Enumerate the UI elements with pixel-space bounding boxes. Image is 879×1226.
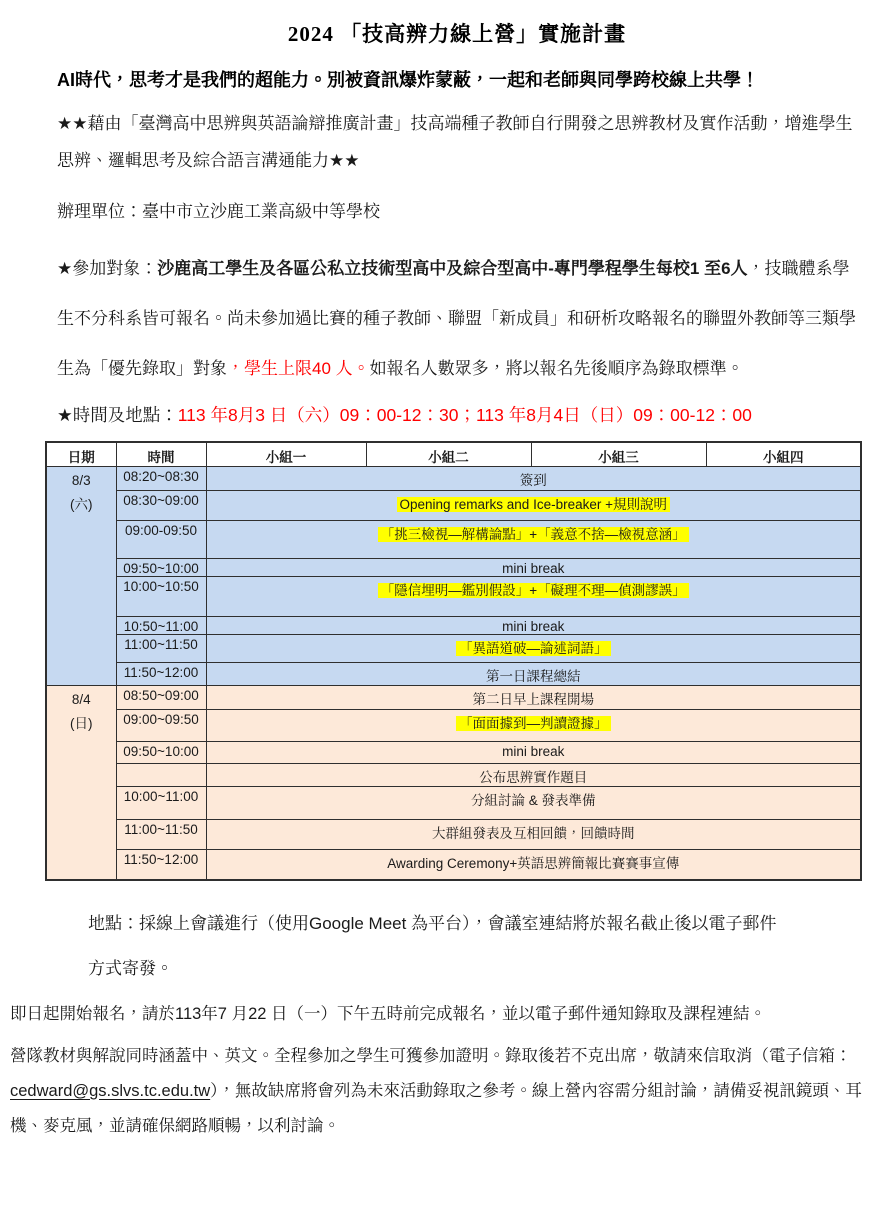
col-header-group1: 小組一 xyxy=(206,442,366,467)
time-cell-empty xyxy=(116,764,206,787)
time-cell: 09:00-09:50 xyxy=(116,521,206,559)
table-row xyxy=(46,787,861,820)
notes-text-pre: 營隊教材與解說同時涵蓋中、英文。全程參加之學生可獲參加證明。錄取後若不克出席，敬請來信取消（電子信箱： xyxy=(10,1046,852,1065)
day1-date-cell xyxy=(46,467,116,686)
contact-email-link[interactable]: cedward@gs.slvs.tc.edu.tw xyxy=(10,1081,211,1100)
activity-text-highlighted: Opening remarks and Ice-breaker +規則說明 xyxy=(397,497,670,512)
table-row xyxy=(46,617,861,635)
intro-section xyxy=(0,18,879,427)
activity-cell xyxy=(206,710,861,742)
activity-cell xyxy=(206,521,861,559)
table-row xyxy=(46,467,861,491)
activity-text: 第二日早上課程開場 xyxy=(472,692,594,707)
table-row xyxy=(46,577,861,617)
notes-paragraph xyxy=(10,1039,869,1144)
activity-cell xyxy=(206,491,861,521)
activity-cell xyxy=(206,467,861,491)
activity-cell xyxy=(206,742,861,764)
activity-text: 第一日課程總結 xyxy=(486,669,581,684)
activity-cell xyxy=(206,577,861,617)
time-cell: 11:00~11:50 xyxy=(116,635,206,663)
table-row xyxy=(46,663,861,686)
table-row xyxy=(46,850,861,880)
activity-text: mini break xyxy=(502,561,565,576)
notes-text-post: ），無故缺席將會列為未來活動錄取之參考。線上營內容需分組討論，請備妥視訊鏡頭、耳機、麥克風，並請確保網路順暢，以利討論。 xyxy=(10,1081,862,1135)
time-cell: 10:50~11:00 xyxy=(116,617,206,635)
activity-text: mini break xyxy=(502,619,565,634)
col-header-date: 日期 xyxy=(46,442,116,467)
table-row xyxy=(46,820,861,850)
time-cell: 08:30~09:00 xyxy=(116,491,206,521)
day1-weekday: (六) xyxy=(70,497,93,512)
participants-text-2: 如報名人數眾多，將以報名先後順序為錄取標準。 xyxy=(369,359,744,378)
day1-date: 8/3 xyxy=(71,473,91,488)
time-place-label: ★時間及地點： xyxy=(57,405,178,425)
activity-cell xyxy=(206,559,861,577)
col-header-group3: 小組三 xyxy=(531,442,706,467)
location-paragraph: 地點：採線上會議進行（使用Google Meet 為平台），會議室連結將於報名截止後以電子郵件方式寄發。 xyxy=(88,913,777,978)
col-header-time: 時間 xyxy=(116,442,206,467)
time-cell: 10:00~11:00 xyxy=(116,787,206,820)
time-cell: 09:50~10:00 xyxy=(116,559,206,577)
activity-text: 簽到 xyxy=(519,473,547,488)
activity-text: 大群組發表及互相回饋，回饋時間 xyxy=(432,826,635,841)
activity-cell xyxy=(206,850,861,880)
registration-paragraph: 即日起開始報名，請於113年7 月22 日（一）下午五時前完成報名，並以電子郵件通知錄取及課程連結。 xyxy=(10,1004,767,1023)
schedule-section xyxy=(45,441,860,881)
participants-limit-red: ，學生上限40 人。 xyxy=(227,359,370,378)
document-page xyxy=(0,18,879,1144)
time-cell: 08:50~09:00 xyxy=(116,686,206,710)
time-cell: 09:00~09:50 xyxy=(116,710,206,742)
table-row xyxy=(46,559,861,577)
headline-paragraph: AI時代，思考才是我們的超能力。別被資訊爆炸蒙蔽，一起和老師與同學跨校線上共學！ xyxy=(57,70,759,90)
activity-cell xyxy=(206,686,861,710)
time-cell: 09:50~10:00 xyxy=(116,742,206,764)
day2-date-cell xyxy=(46,686,116,880)
organizer-paragraph: 辦理單位：臺中市立沙鹿工業高級中等學校 xyxy=(57,202,380,221)
activity-text-highlighted: 「隱信埋明—鑑別假設」+「礙理不理—偵測謬誤」 xyxy=(378,583,689,598)
participants-bold-text: 沙鹿高工學生及各區公私立技術型高中及綜合型高中-專門學程學生每校1 至6人 xyxy=(157,259,748,278)
table-row xyxy=(46,635,861,663)
activity-text: mini break xyxy=(502,744,565,759)
activity-text: 公布思辨實作題目 xyxy=(479,770,588,785)
activity-cell xyxy=(206,635,861,663)
table-row xyxy=(46,742,861,764)
time-cell: 08:20~08:30 xyxy=(116,467,206,491)
col-header-group4: 小組四 xyxy=(706,442,861,467)
promo-paragraph: ★★藉由「臺灣高中思辨與英語論辯推廣計畫」技高端種子教師自行開發之思辨教材及實作活動，增進學生思辨、邏輯思考及綜合語言溝通能力★★ xyxy=(57,114,853,170)
activity-text-highlighted: 「挑三檢視—解構論點」+「義意不捨—檢視意涵」 xyxy=(378,527,689,542)
schedule-table xyxy=(45,441,862,881)
table-row xyxy=(46,710,861,742)
day2-date: 8/4 xyxy=(71,692,91,707)
time-place-value: 113 年8月3 日（六）09：00-12：30；113 年8月4日（日）09：00-12：00 xyxy=(177,405,752,425)
time-cell: 11:00~11:50 xyxy=(116,820,206,850)
time-place-paragraph xyxy=(57,402,857,427)
participants-label: ★參加對象： xyxy=(57,259,158,278)
table-row xyxy=(46,521,861,559)
time-cell: 11:50~12:00 xyxy=(116,663,206,686)
activity-cell xyxy=(206,787,861,820)
participants-paragraph xyxy=(57,244,857,394)
table-row xyxy=(46,686,861,710)
activity-cell xyxy=(206,820,861,850)
table-row xyxy=(46,764,861,787)
table-header-row xyxy=(46,442,861,467)
participants-text-1: ，技職體系學生不分科系皆可報名。尚未參加過比賽的種子教師、聯盟「新成員」和研析攻略報名的聯盟外教師等三類學生為「優先錄取」對象 xyxy=(57,259,856,378)
footer-section xyxy=(0,901,879,1144)
table-row xyxy=(46,491,861,521)
activity-text: 分組討論 & 發表準備 xyxy=(470,793,596,808)
activity-cell xyxy=(206,663,861,686)
time-cell: 10:00~10:50 xyxy=(116,577,206,617)
activity-text-highlighted: 「面面據到—判讀證據」 xyxy=(456,716,611,731)
activity-text-highlighted: 「異語道破—論述詞語」 xyxy=(456,641,611,656)
activity-cell xyxy=(206,617,861,635)
page-title: 2024 「技高辨力線上營」實施計畫 xyxy=(287,22,627,46)
activity-cell xyxy=(206,764,861,787)
activity-text: Awarding Ceremony+英語思辨簡報比賽賽事宣傳 xyxy=(387,856,680,871)
day2-weekday: (日) xyxy=(70,716,93,731)
col-header-group2: 小組二 xyxy=(366,442,531,467)
time-cell: 11:50~12:00 xyxy=(116,850,206,880)
